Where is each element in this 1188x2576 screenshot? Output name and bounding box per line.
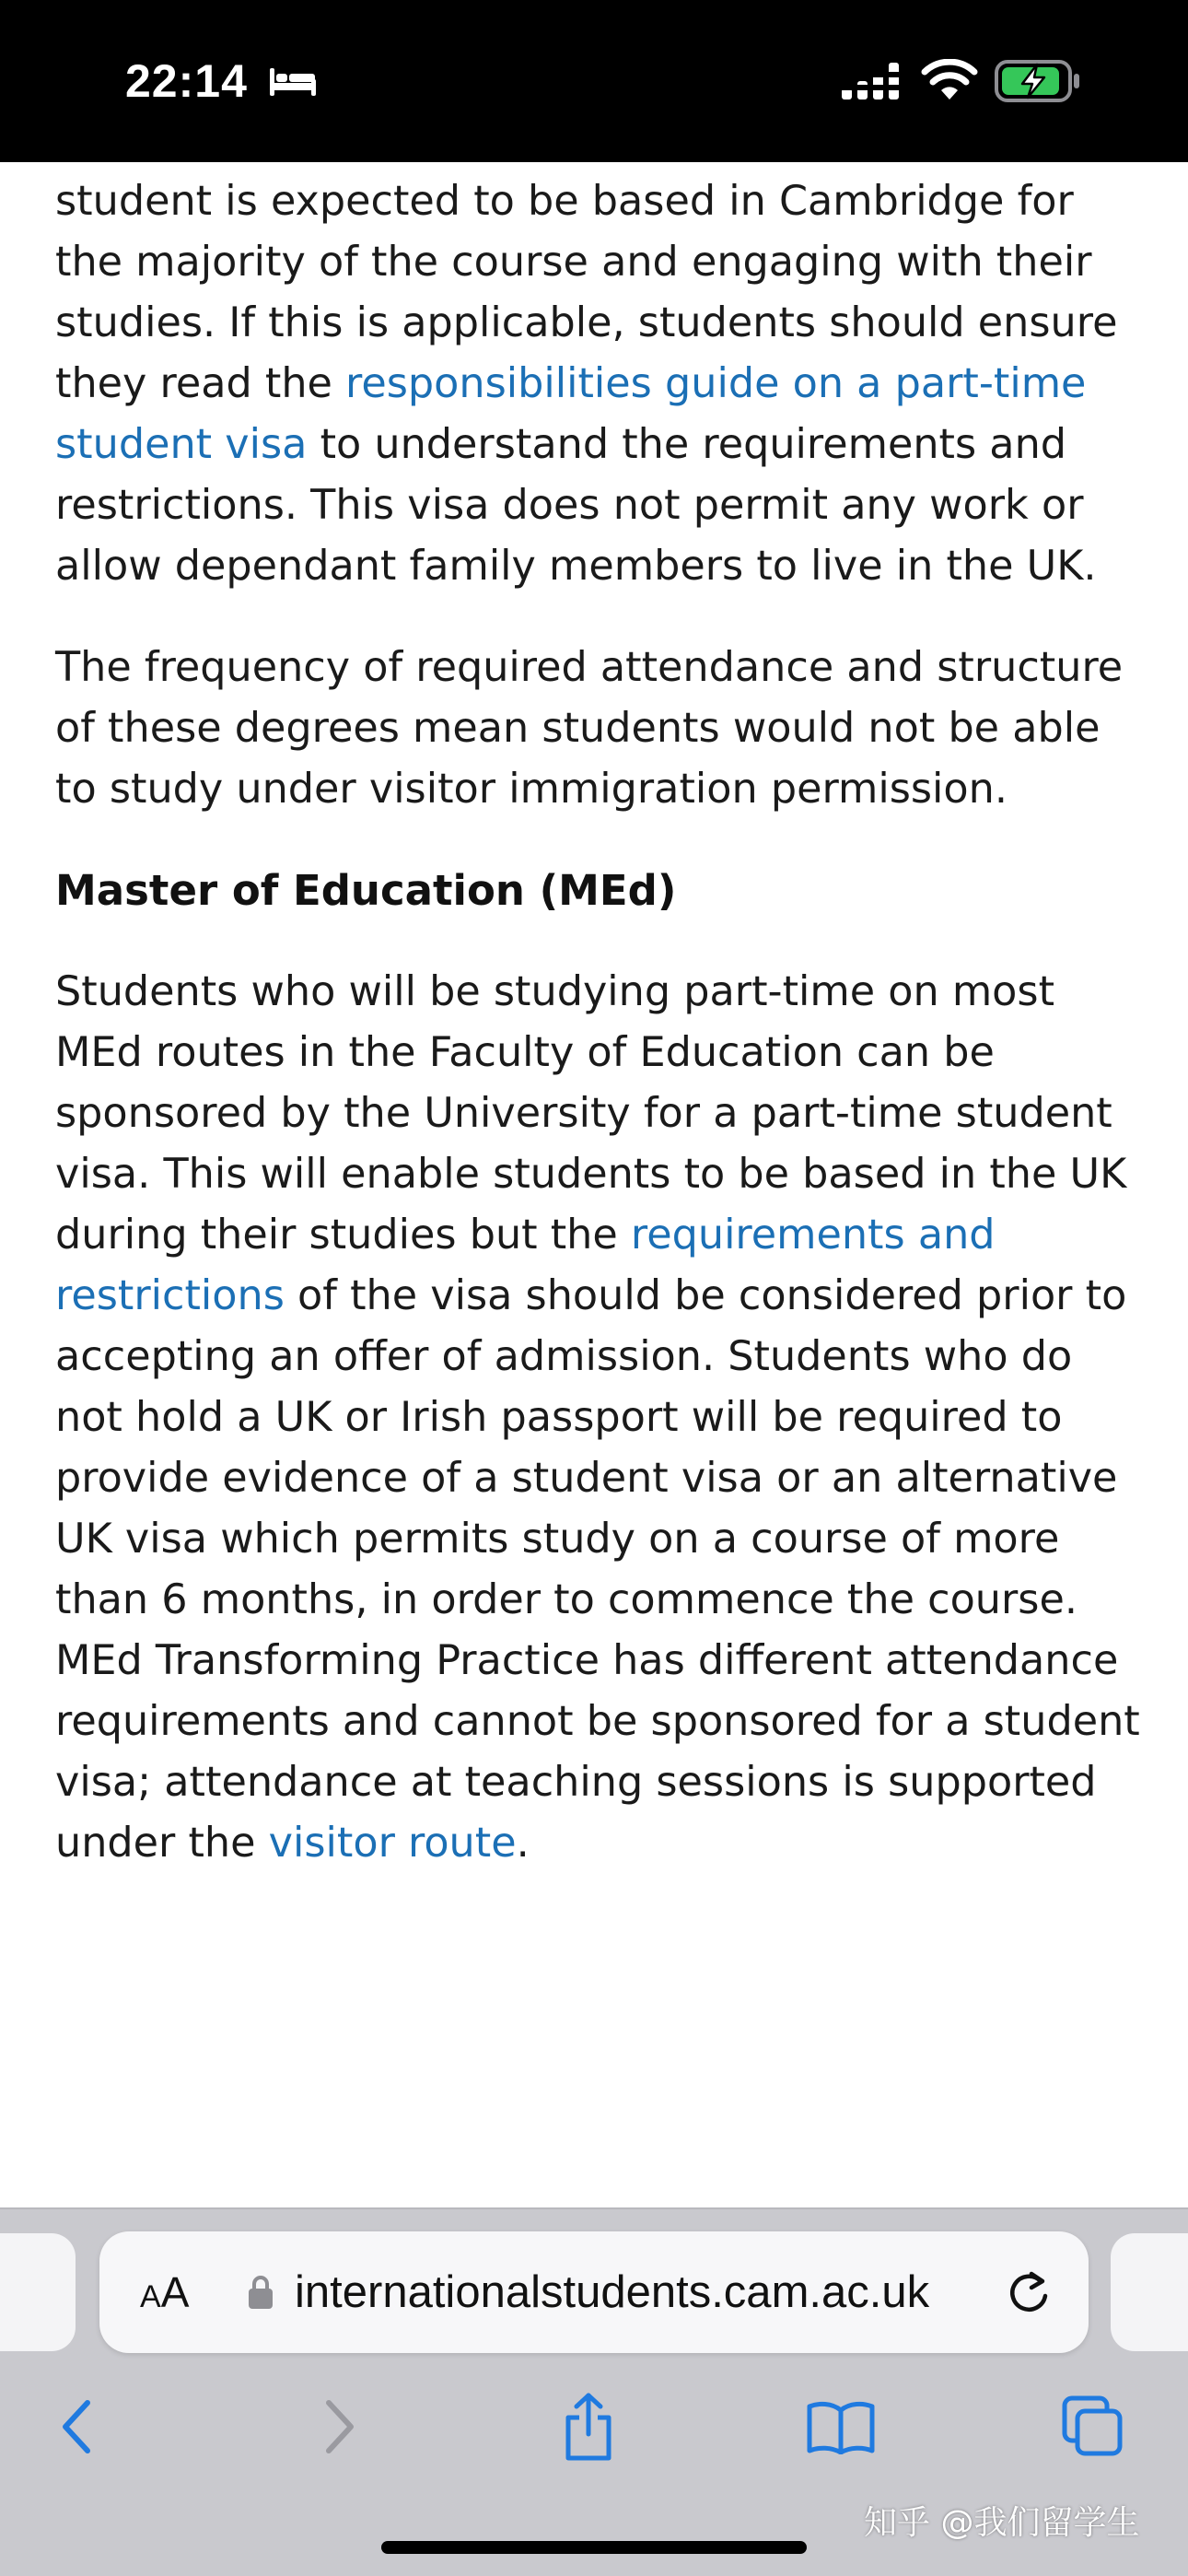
previous-tab-peek[interactable] [0,2233,76,2351]
forward-icon [318,2397,358,2456]
aa-big-label: A [160,2268,190,2316]
reload-icon[interactable] [1004,2268,1054,2318]
paragraph-text: to understand the requirements and restrictions. This visa does not permit any work or allow dependant family members to live in the UK. [55,421,1097,590]
status-time: 22:14 [125,55,248,107]
section-heading-med: Master of Education (MEd) [55,866,677,915]
tabs-button[interactable] [1052,2390,1135,2464]
watermark: 知乎 @我们留学生 [864,2504,1140,2542]
wifi-icon [921,59,978,101]
bookmarks-icon [806,2399,876,2454]
paragraph-text: of the visa should be considered prior to accepting an offer of admission. Students who do not hold a UK or Irish passport will be required to provide evidence of a student visa or an alternative UK visa which permits study on a course of more than 6 months, in order to commence the course. MEd Transforming Practice has different attendance requirements and cannot be sponsored for a student visa; attendance at teaching sessions is supported under the [55,1272,1140,1867]
cellular-signal-icon [840,61,904,101]
bed-icon [267,63,319,100]
bookmarks-button[interactable] [799,2390,882,2464]
aa-small-label: A [140,2279,161,2314]
url-text[interactable]: internationalstudents.cam.ac.uk [295,2267,930,2317]
reader-text-size-button[interactable] [140,2263,189,2333]
requirements-restrictions-link[interactable]: requirements and restrictions [55,1212,996,1319]
paragraph-visitor-permission: The frequency of required attendance and structure of these degrees mean students would not be able to study under visitor immigration permission. [55,644,1124,813]
paragraph-text: student is expected to be based in Cambridge for the majority of the course and engaging with their studies. If this is applicable, students should ensure they read the [55,178,1118,407]
responsibilities-guide-link[interactable]: responsibilities guide on a part-time student visa [55,360,1087,468]
article-content [55,171,1142,1914]
paragraph-part-time-visa [55,171,1142,597]
battery-charging-icon [995,59,1083,103]
paragraph-text: Students who will be studying part-time on most MEd routes in the Faculty of Education can be sponsored by the University for a part-time student visa. This will enable students to be based in the UK during their studies but the [55,968,1127,1259]
visitor-route-link[interactable]: visitor route [268,1820,517,1867]
forward-button[interactable] [297,2390,379,2464]
status-bar [0,0,1188,162]
divider [0,2207,1188,2209]
next-tab-peek[interactable] [1111,2233,1188,2351]
tabs-icon [1061,2395,1125,2459]
home-indicator [381,2541,807,2554]
paragraph-text: . [516,1820,530,1867]
address-bar[interactable] [99,2231,1089,2353]
back-button[interactable] [37,2390,120,2464]
paragraph-med [55,962,1142,1874]
share-button[interactable] [547,2390,630,2464]
back-icon [58,2397,99,2456]
lock-icon [247,2274,274,2311]
share-icon [561,2392,616,2462]
